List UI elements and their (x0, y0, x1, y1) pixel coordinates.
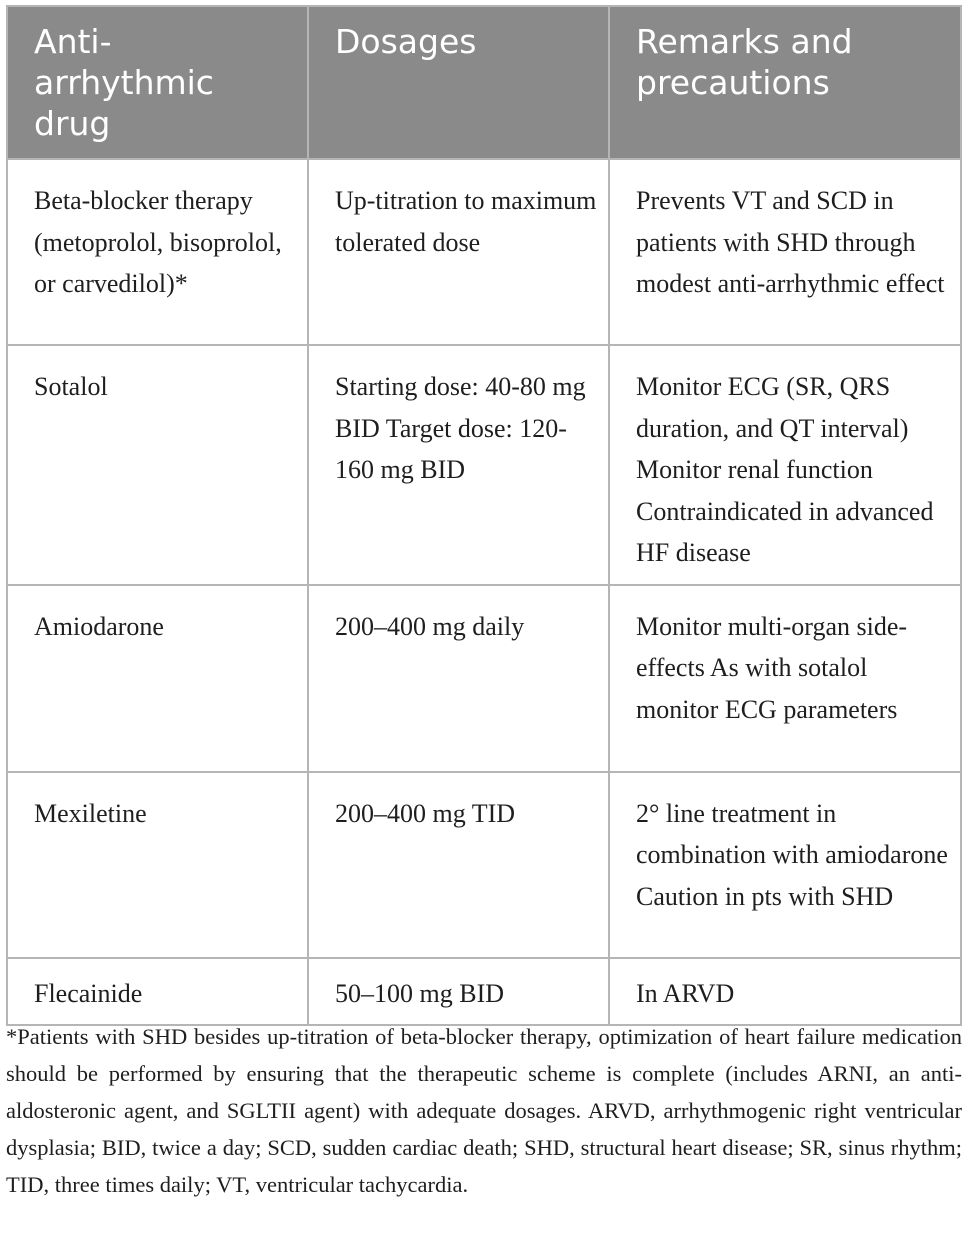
header-remarks-precautions: Remarks and precautions (609, 6, 961, 159)
remarks-cell: Monitor multi-organ side-effects As with sotalol monitor ECG parameters (609, 585, 961, 772)
drug-cell: Flecainide (7, 958, 308, 1026)
dosage-cell: Up-titration to maximum tolerated dose (308, 159, 609, 345)
table-row (7, 585, 961, 772)
dosage-cell: 50–100 mg BID (308, 958, 609, 1026)
dosage-cell: 200–400 mg daily (308, 585, 609, 772)
remarks-cell: Prevents VT and SCD in patients with SHD through modest anti-arrhythmic effect (609, 159, 961, 345)
drug-cell: Sotalol (7, 345, 308, 585)
table-row (7, 345, 961, 585)
table-header-row (7, 6, 961, 159)
table-row (7, 159, 961, 345)
drug-cell: Beta-blocker therapy (metoprolol, bisoprolol, or carvedilol)* (7, 159, 308, 345)
antiarrhythmic-drug-table (6, 5, 962, 1026)
dosage-cell: 200–400 mg TID (308, 772, 609, 958)
table-row (7, 958, 961, 1026)
header-anti-arrhythmic-drug: Anti- arrhythmic drug (7, 6, 308, 159)
remarks-cell: In ARVD (609, 958, 961, 1026)
dosage-cell: Starting dose: 40-80 mg BID Target dose: 120-160 mg BID (308, 345, 609, 585)
drug-cell: Amiodarone (7, 585, 308, 772)
table-row (7, 772, 961, 958)
header-dosages: Dosages (308, 6, 609, 159)
remarks-cell: 2° line treatment in combination with amiodarone Caution in pts with SHD (609, 772, 961, 958)
drug-cell: Mexiletine (7, 772, 308, 958)
remarks-cell: Monitor ECG (SR, QRS duration, and QT interval) Monitor renal function Contraindicated in advanced HF disease (609, 345, 961, 585)
table-footnote: *Patients with SHD besides up-titration of beta-blocker therapy, optimization of heart failure medication should be performed by ensuring that the therapeutic scheme is complete (includes ARNI, an anti-aldosteronic agent, and SGLTII agent) with adequate dosages. ARVD, arrhythmogenic right ventricular dysplasia; BID, twice a day; SCD, sudden cardiac death; SHD, structural heart disease; SR, sinus rhythm; TID, three times daily; VT, ventricular tachycardia. (6, 1024, 962, 1197)
